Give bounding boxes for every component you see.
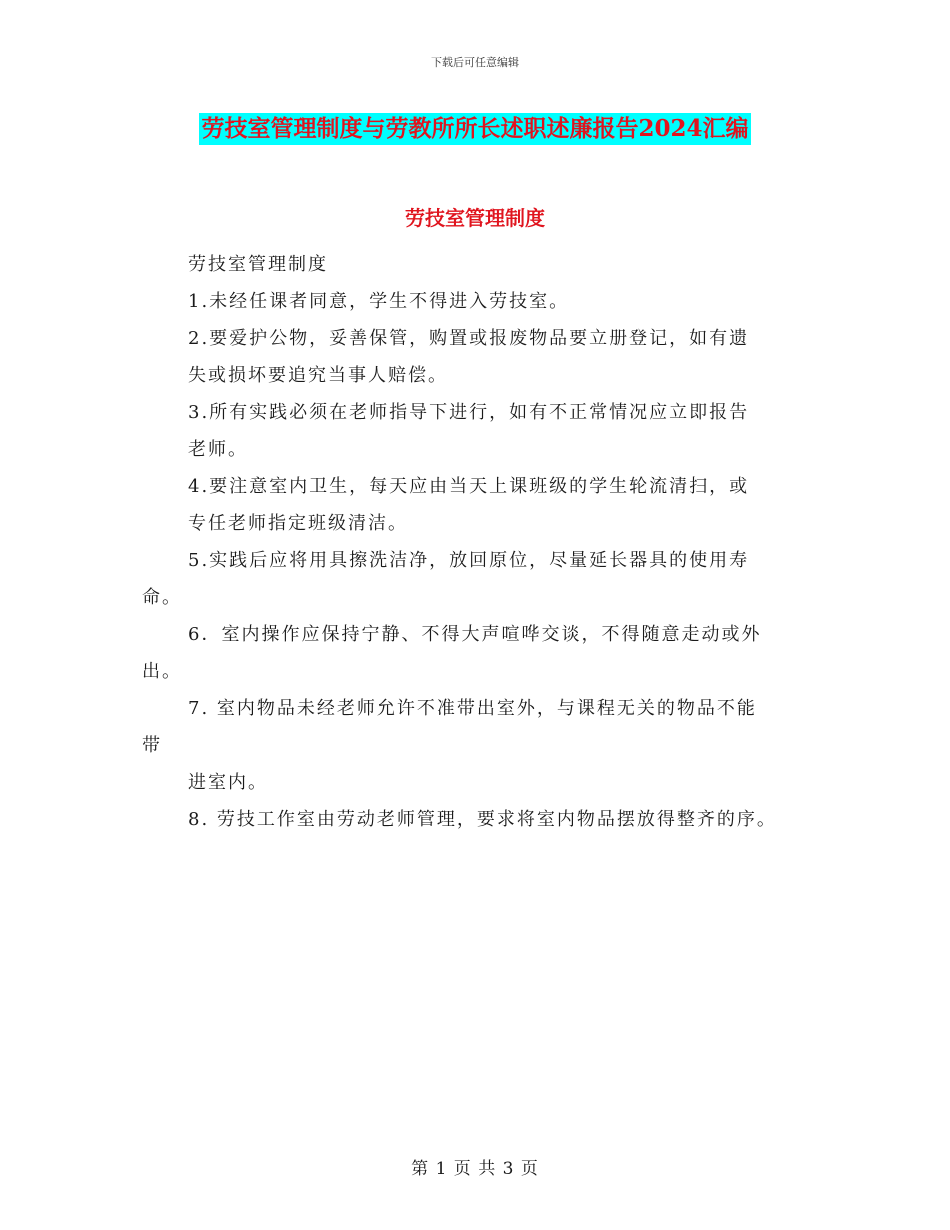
body-line: 3.所有实践必须在老师指导下进行，如有不正常情况应立即报告 (188, 402, 750, 423)
body-line: 命。 (142, 587, 182, 608)
body-line: 老师。 (188, 439, 248, 460)
body-line: 1.未经任课者同意，学生不得进入劳技室。 (188, 291, 570, 312)
body-line: 失或损坏要追究当事人赔偿。 (188, 365, 448, 386)
page-header-note: 下载后可任意编辑 (431, 56, 519, 69)
body-line: 带 (142, 735, 162, 756)
body-line: 5.实践后应将用具擦洗洁净，放回原位，尽量延长器具的使用寿 (188, 550, 750, 571)
body-line: 4.要注意室内卫生，每天应由当天上课班级的学生轮流清扫，或 (188, 476, 750, 497)
page-number-footer: 第 1 页 共 3 页 (411, 1159, 539, 1179)
body-line: 8. 劳技工作室由劳动老师管理，要求将室内物品摆放得整齐的序。 (188, 809, 777, 830)
section-title: 劳技室管理制度 (405, 206, 545, 230)
body-line: 6．室内操作应保持宁静、不得大声喧哗交谈，不得随意走动或外 (188, 624, 762, 645)
body-line: 2.要爱护公物，妥善保管，购置或报废物品要立册登记，如有遗 (188, 328, 750, 349)
body-line: 7. 室内物品未经老师允许不准带出室外，与课程无关的物品不能 (188, 698, 757, 719)
document-title: 劳技室管理制度与劳教所所长述职述廉报告2024汇编 (199, 113, 750, 145)
body-line: 进室内。 (188, 772, 268, 793)
document-title-container (0, 113, 950, 145)
body-line: 出。 (142, 661, 182, 682)
body-line: 劳技室管理制度 (188, 254, 328, 275)
body-line: 专任老师指定班级清洁。 (188, 513, 408, 534)
